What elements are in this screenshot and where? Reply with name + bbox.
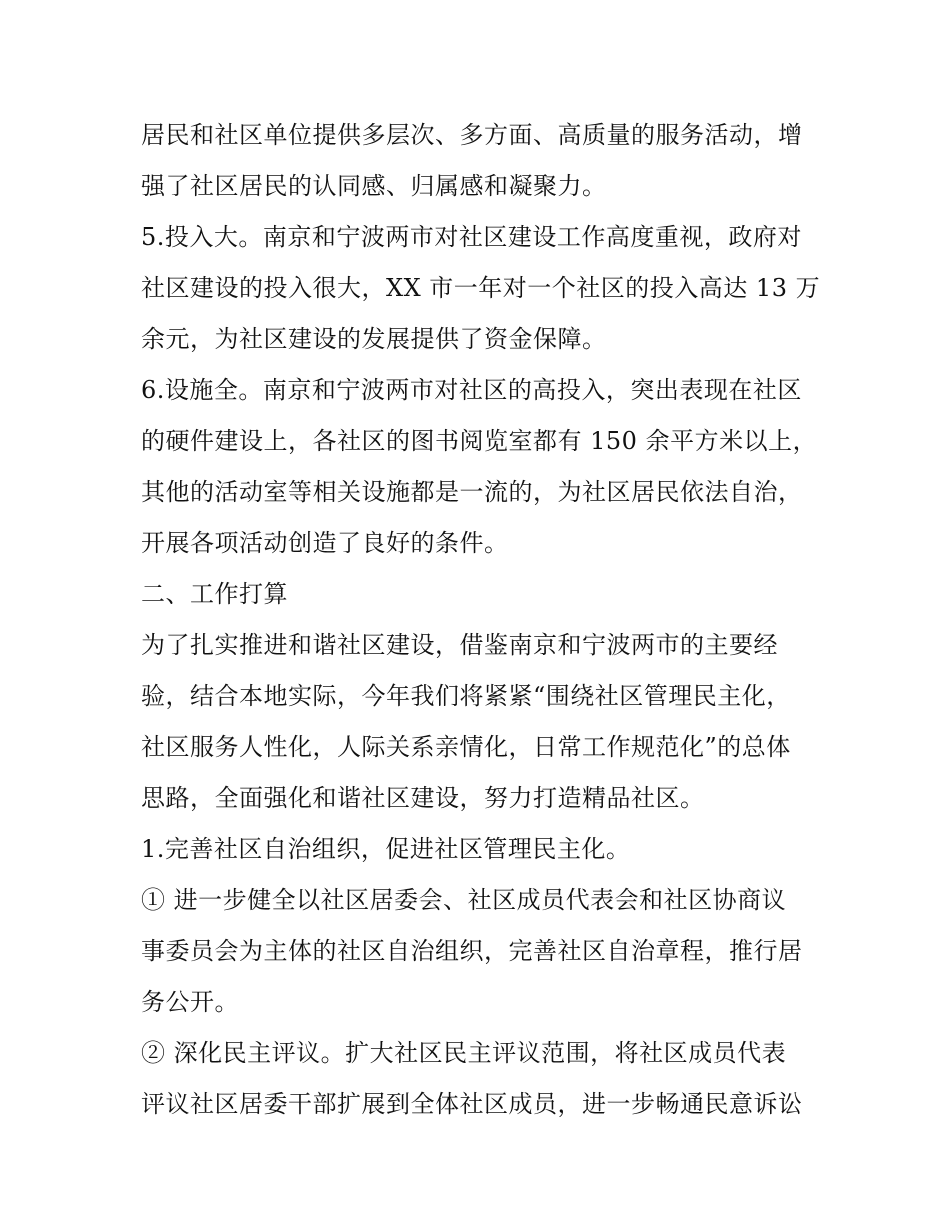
text-line: 验，结合本地实际，今年我们将紧紧“围绕社区管理民主化， <box>141 682 791 710</box>
text-line: 为了扎实推进和谐社区建设，借鉴南京和宁波两市的主要经 <box>141 631 778 659</box>
text-line: 社区建设的投入很大，XX 市一年对一个社区的投入高达 13 万 <box>141 274 821 302</box>
text-line: 开展各项活动创造了良好的条件。 <box>141 529 509 557</box>
section-heading: 二、工作打算 <box>141 580 288 608</box>
text-line: 思路，全面强化和谐社区建设，努力打造精品社区。 <box>141 784 705 812</box>
text-line: 居民和社区单位提供多层次、多方面、高质量的服务活动，增 <box>141 121 803 149</box>
text-line: 社区服务人性化，人际关系亲情化，日常工作规范化”的总体 <box>141 733 791 761</box>
text-line: 评议社区居委干部扩展到全体社区成员，进一步畅通民意诉讼 <box>141 1090 803 1118</box>
text-line: 6.设施全。南京和宁波两市对社区的高投入，突出表现在社区 <box>141 376 802 404</box>
text-line: ② 深化民主评议。扩大社区民主评议范围，将社区成员代表 <box>141 1039 787 1067</box>
text-line: 其他的活动室等相关设施都是一流的，为社区居民依法自治， <box>141 478 803 506</box>
document-body <box>141 110 821 1130</box>
text-line: 1.完善社区自治组织，促进社区管理民主化。 <box>141 835 631 863</box>
text-line: 的硬件建设上，各社区的图书阅览室都有 150 余平方米以上， <box>141 427 818 455</box>
text-line: 事委员会为主体的社区自治组织，完善社区自治章程，推行居 <box>141 937 803 965</box>
text-line: 务公开。 <box>141 988 239 1016</box>
text-line: 强了社区居民的认同感、归属感和凝聚力。 <box>141 172 607 200</box>
text-line: ① 进一步健全以社区居委会、社区成员代表会和社区协商议 <box>141 886 787 914</box>
text-line: 余元，为社区建设的发展提供了资金保障。 <box>141 325 607 353</box>
text-line: 5.投入大。南京和宁波两市对社区建设工作高度重视，政府对 <box>141 223 802 251</box>
